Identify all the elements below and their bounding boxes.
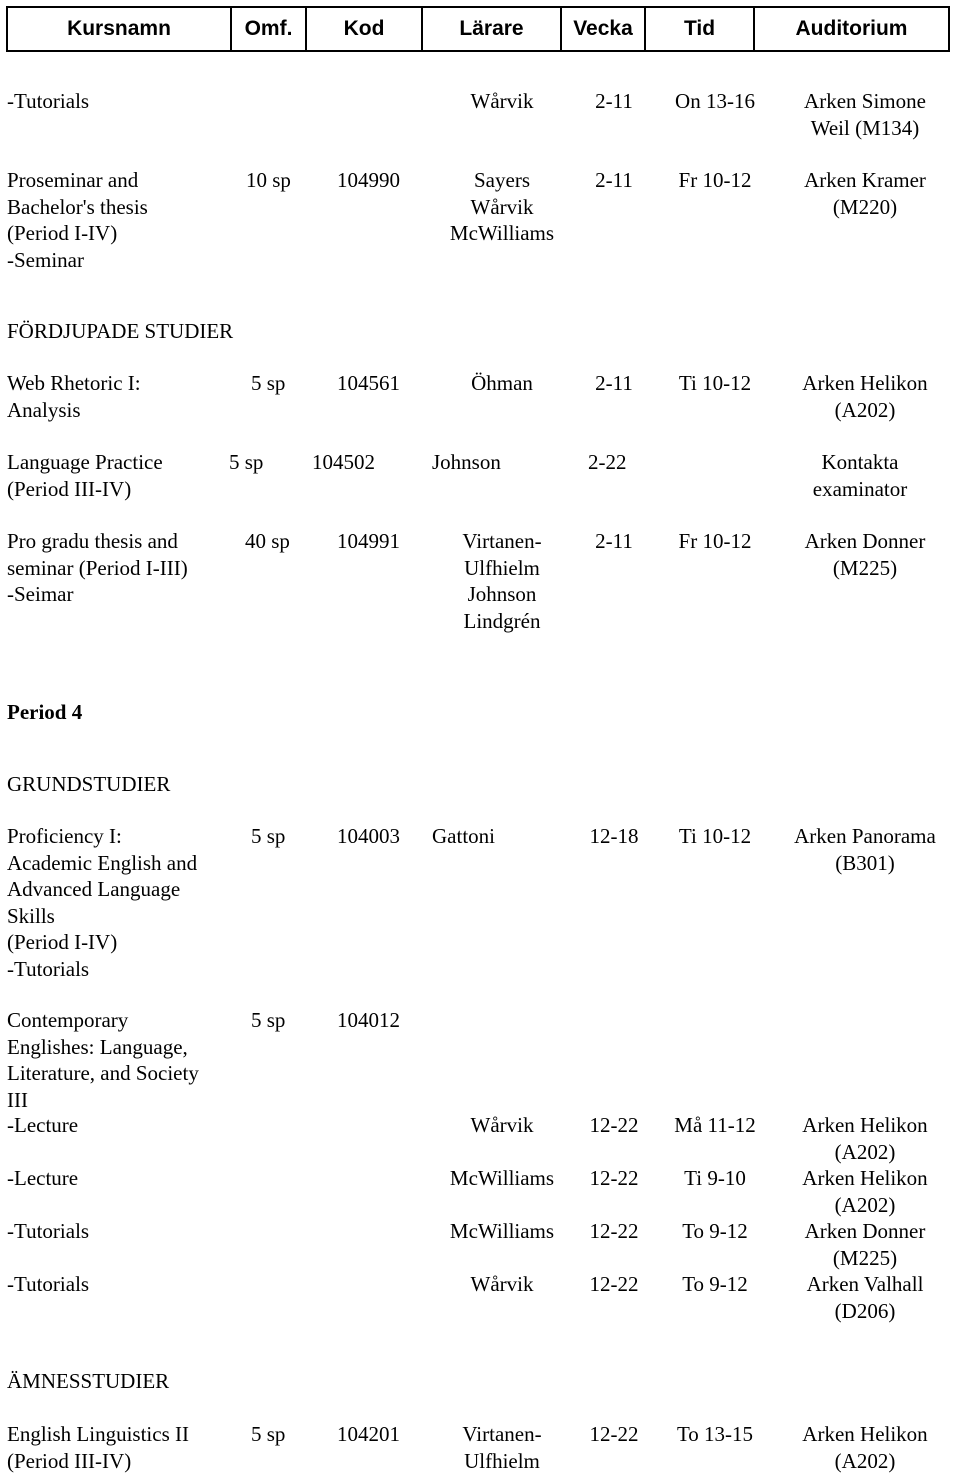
room-line: Kontakta <box>821 450 899 474</box>
room-line: (M220) <box>832 194 898 219</box>
section-heading: ÄMNESSTUDIER <box>7 1369 170 1393</box>
room-line: Arken Helikon <box>802 1113 928 1137</box>
room-line: (A202) <box>834 1192 896 1217</box>
room-line: Arken Donner <box>804 529 926 553</box>
credits: 5 sp <box>251 1008 286 1032</box>
teacher: McWilliams <box>449 1166 555 1190</box>
room-line: (A202) <box>834 1139 896 1164</box>
course-name <box>7 1421 189 1474</box>
name-line: Advanced Language <box>7 877 181 901</box>
name-line: Web Rhetoric I: <box>7 371 141 395</box>
header-vecka: Vecka <box>560 6 646 52</box>
name-line: Contemporary <box>7 1008 129 1032</box>
room <box>770 1218 960 1271</box>
teacher-line: Ulfhielm <box>464 555 540 580</box>
course-name: -Tutorials <box>7 1272 90 1296</box>
course-code: 104201 <box>337 1422 400 1446</box>
teacher: Öhman <box>471 371 533 395</box>
week: 2-11 <box>595 529 633 553</box>
name-line: Literature, and Society <box>7 1061 199 1085</box>
time: To 9-12 <box>682 1272 748 1296</box>
room-line: Arken Kramer <box>804 168 926 192</box>
header-auditorium: Auditorium <box>753 6 950 52</box>
week: 2-11 <box>595 168 633 192</box>
room-line: (A202) <box>834 1448 896 1473</box>
time: Må 11-12 <box>674 1113 756 1137</box>
course-name <box>7 449 163 502</box>
week: 12-22 <box>589 1272 639 1296</box>
teacher-line: Johnson <box>467 582 537 606</box>
course-code: 104991 <box>337 529 400 553</box>
time: On 13-16 <box>675 89 755 113</box>
name-line: English Linguistics II <box>7 1422 189 1446</box>
teacher: Wårvik <box>470 89 534 113</box>
name-line: -Tutorials <box>7 956 90 981</box>
time: Ti 10-12 <box>678 824 752 848</box>
course-code: 104502 <box>312 450 375 474</box>
teacher: Wårvik <box>470 1113 534 1137</box>
credits: 5 sp <box>251 371 286 395</box>
room <box>770 88 960 141</box>
name-line: Language Practice <box>7 450 163 474</box>
room-line: Arken Donner <box>804 1219 926 1243</box>
name-line: Analysis <box>7 397 81 422</box>
name-line: -Seimar <box>7 582 74 606</box>
section-heading: FÖRDJUPADE STUDIER <box>7 319 234 343</box>
name-line: seminar (Period I-III) <box>7 555 188 580</box>
name-line: III <box>7 1087 28 1112</box>
room <box>770 1271 960 1324</box>
room-line: Arken Helikon <box>802 1422 928 1446</box>
name-line: (Period III-IV) <box>7 476 132 501</box>
teacher-line: Virtanen- <box>462 529 542 553</box>
name-line: Pro gradu thesis and <box>7 529 178 553</box>
week: 12-22 <box>589 1219 639 1243</box>
course-code: 104012 <box>337 1008 400 1032</box>
header-kursnamn: Kursnamn <box>6 6 232 52</box>
room-line: (M225) <box>832 555 898 580</box>
room-line: Arken Helikon <box>802 371 928 395</box>
time: Fr 10-12 <box>678 168 752 192</box>
credits: 5 sp <box>251 1422 286 1446</box>
room <box>770 370 960 423</box>
name-line: Bachelor's thesis <box>7 194 148 219</box>
week: 12-22 <box>589 1166 639 1190</box>
name-line: Proficiency I: <box>7 824 122 848</box>
teacher: Johnson <box>432 450 501 474</box>
name-line: Academic English and <box>7 850 198 875</box>
room-line: Arken Helikon <box>802 1166 928 1190</box>
room <box>770 1112 960 1165</box>
room-line: (D206) <box>834 1298 896 1323</box>
table-header <box>6 6 956 52</box>
course-name <box>7 823 197 982</box>
time: To 13-15 <box>676 1422 754 1446</box>
room-line: examinator <box>812 476 908 501</box>
room-line: (B301) <box>835 850 895 875</box>
header-tid: Tid <box>644 6 755 52</box>
teacher-line: Lindgrén <box>463 608 541 633</box>
course-code: 104003 <box>337 824 400 848</box>
course-code: 104561 <box>337 371 400 395</box>
time: Fr 10-12 <box>678 529 752 553</box>
section-heading: GRUNDSTUDIER <box>7 772 171 796</box>
week: 2-11 <box>595 371 633 395</box>
name-line: (Period I-IV) <box>7 221 118 245</box>
teacher-line: Wårvik <box>470 194 534 219</box>
room <box>770 167 960 220</box>
week: 12-22 <box>589 1422 639 1446</box>
header-larare: Lärare <box>421 6 562 52</box>
week: 12-18 <box>589 824 639 848</box>
week: 2-11 <box>595 89 633 113</box>
course-name <box>7 167 148 273</box>
course-name: -Tutorials <box>7 89 90 113</box>
name-line: (Period III-IV) <box>7 1448 132 1473</box>
week: 2-22 <box>588 450 627 474</box>
course-code: 104990 <box>337 168 400 192</box>
name-line: -Seminar <box>7 247 84 272</box>
room <box>770 1165 960 1218</box>
time: Ti 9-10 <box>684 1166 746 1190</box>
teacher-line: Virtanen- <box>462 1422 542 1446</box>
room-line: Arken Simone <box>804 89 926 113</box>
teacher: McWilliams <box>449 1219 555 1243</box>
name-line: Skills <box>7 903 55 928</box>
teacher: Wårvik <box>470 1272 534 1296</box>
room <box>780 449 940 502</box>
time: Ti 10-12 <box>678 371 752 395</box>
teacher-line: McWilliams <box>449 221 555 245</box>
room <box>770 528 960 581</box>
credits: 40 sp <box>245 529 290 553</box>
room-line: Weil (M134) <box>810 115 920 140</box>
room-line: (A202) <box>834 397 896 422</box>
course-name: -Tutorials <box>7 1219 90 1243</box>
credits: 5 sp <box>229 450 264 474</box>
room-line: Arken Panorama <box>794 824 936 848</box>
credits: 5 sp <box>251 824 286 848</box>
teacher <box>430 167 574 247</box>
course-name: -Lecture <box>7 1113 79 1137</box>
room-line: Arken Valhall <box>806 1272 924 1296</box>
name-line: Englishes: Language, <box>7 1034 188 1059</box>
week: 12-22 <box>589 1113 639 1137</box>
teacher <box>430 1421 574 1474</box>
course-name <box>7 370 141 423</box>
course-name <box>7 528 188 608</box>
time: To 9-12 <box>682 1219 748 1243</box>
teacher <box>430 528 574 634</box>
period-heading: Period 4 <box>7 700 83 724</box>
name-line: Proseminar and <box>7 168 139 192</box>
teacher: Gattoni <box>432 824 495 848</box>
course-name <box>7 1007 199 1113</box>
teacher-line: Ulfhielm <box>464 1448 540 1473</box>
room-line: (M225) <box>832 1245 898 1270</box>
course-name: -Lecture <box>7 1166 79 1190</box>
credits: 10 sp <box>246 168 291 192</box>
header-kod: Kod <box>305 6 423 52</box>
room <box>770 1421 960 1474</box>
name-line: (Period I-IV) <box>7 930 118 954</box>
teacher-line: Sayers <box>474 168 530 192</box>
room <box>770 823 960 876</box>
header-omf: Omf. <box>230 6 307 52</box>
